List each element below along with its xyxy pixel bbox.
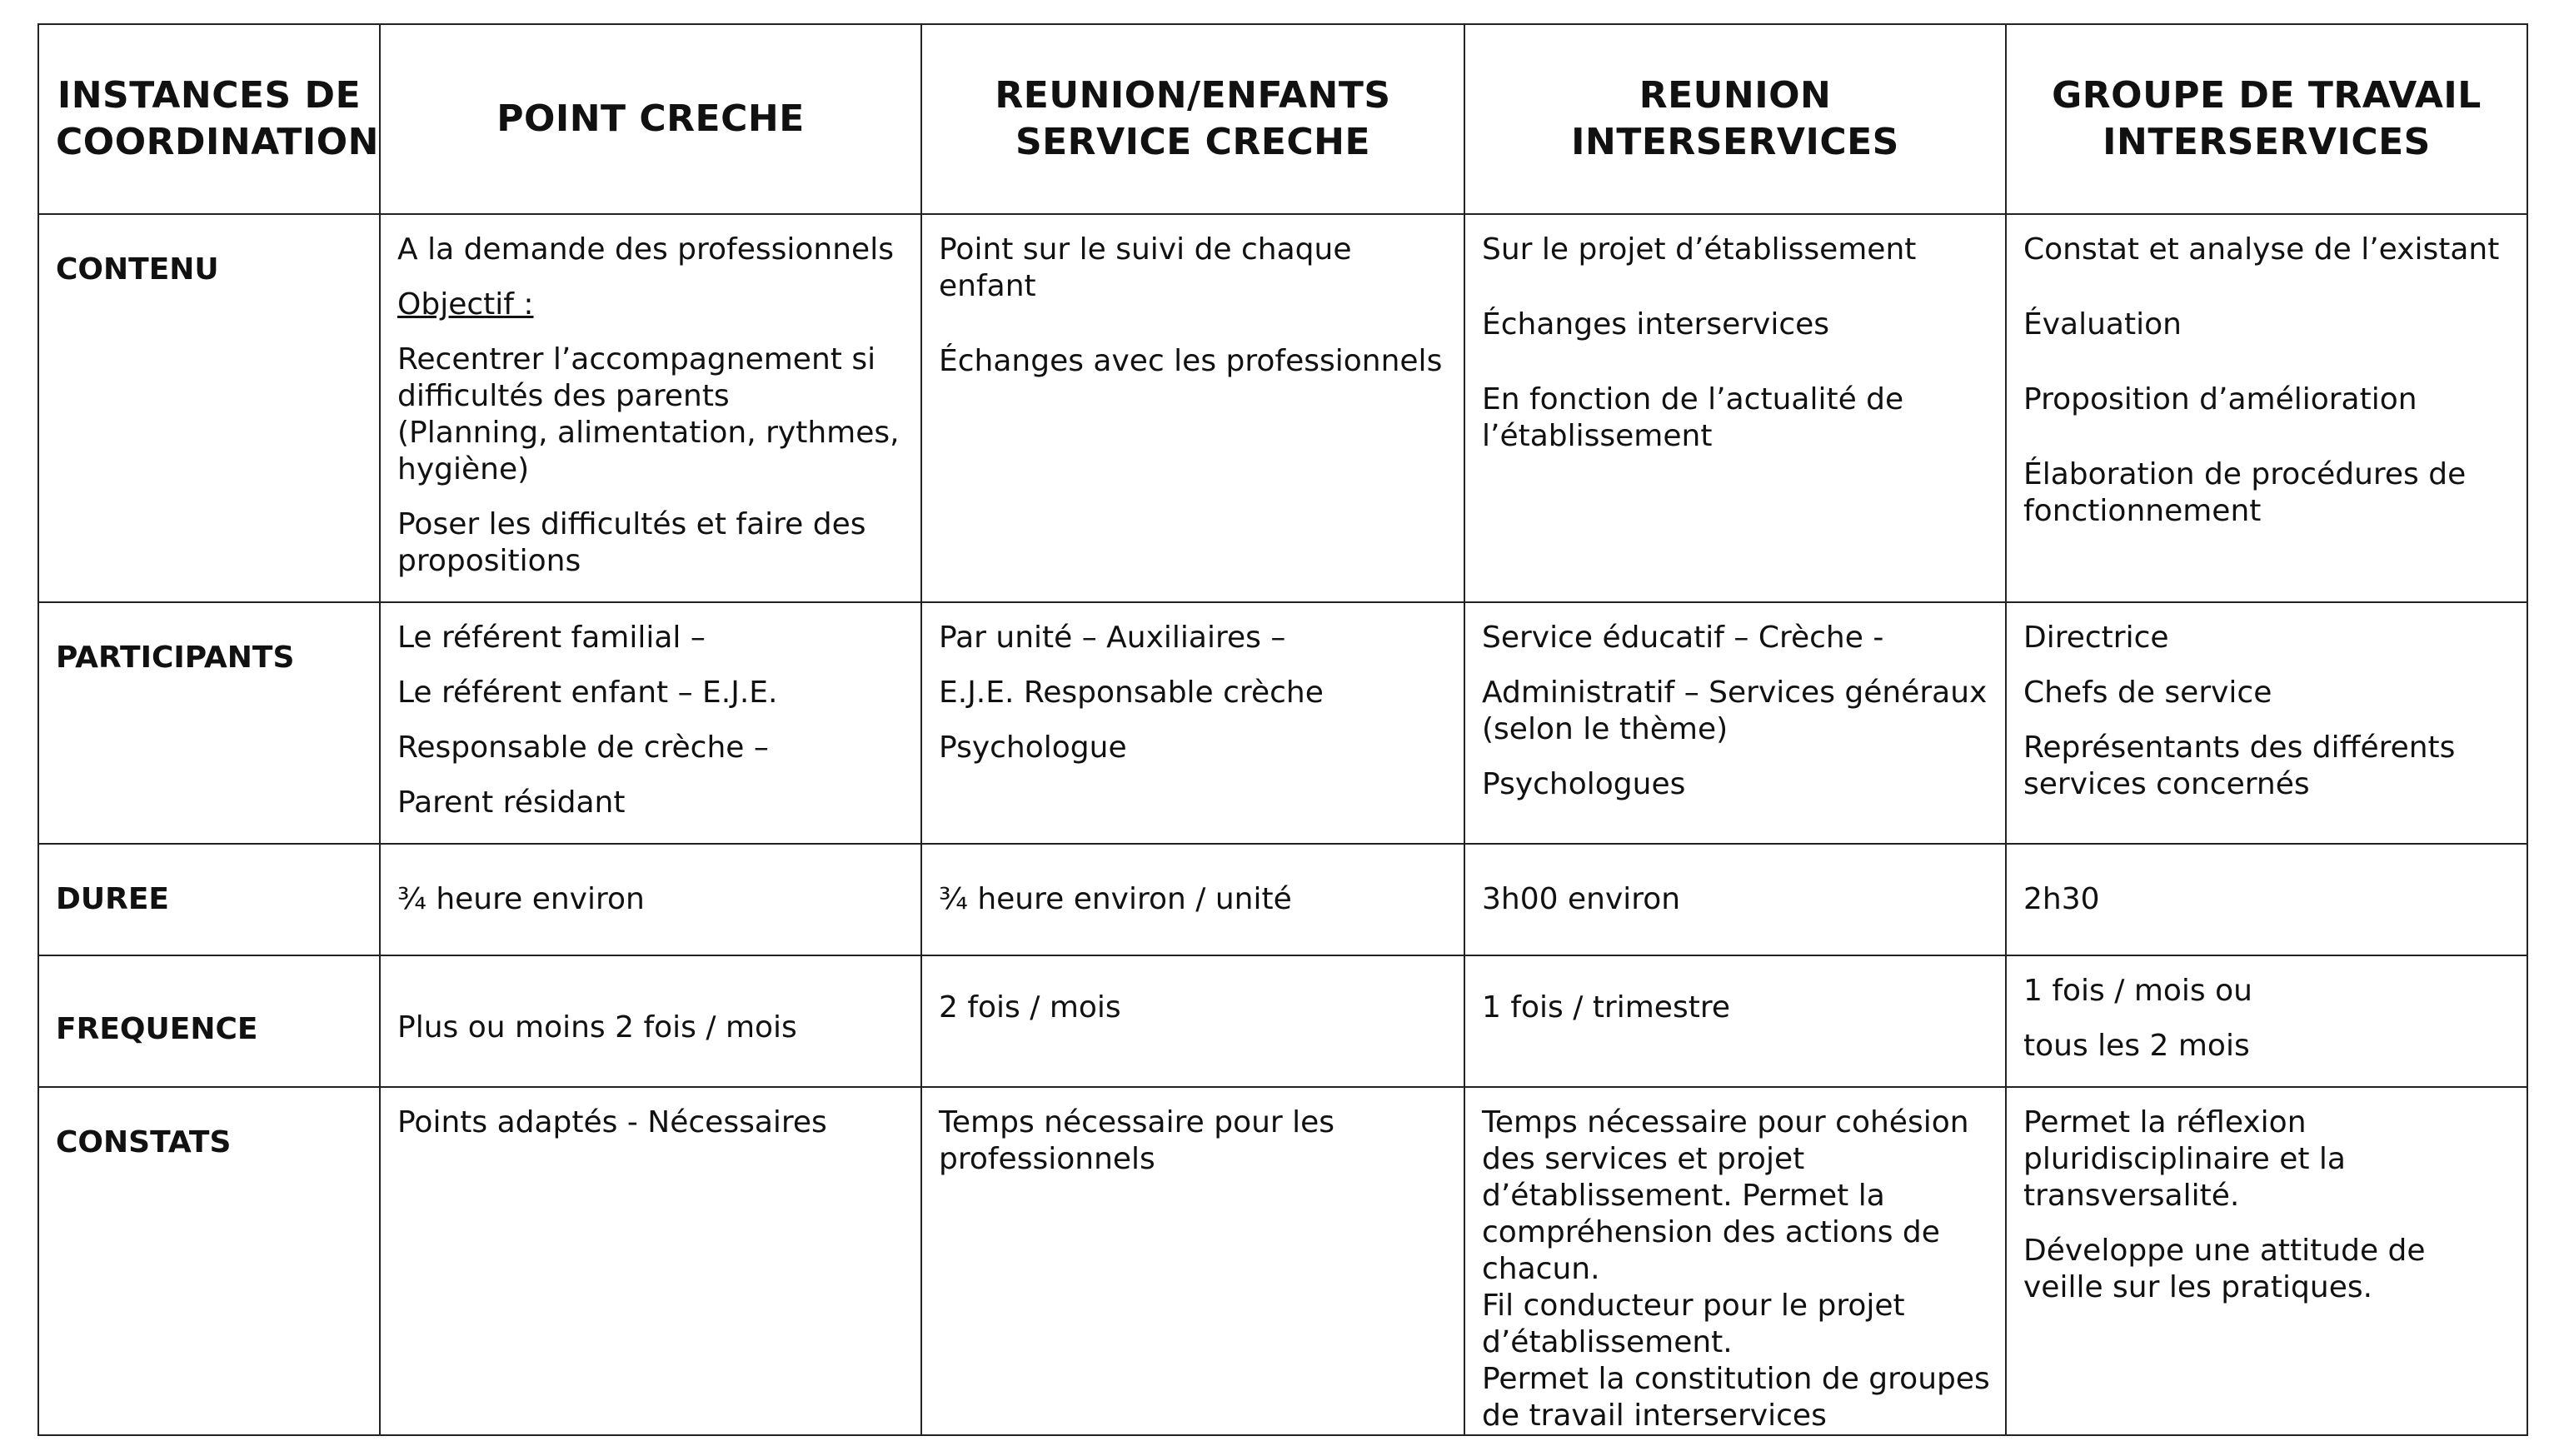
header-instances: INSTANCES DE COORDINATION	[38, 24, 380, 214]
row-label-frequence: FREQUENCE	[38, 955, 380, 1087]
cell-participants-reunion-interservices	[1464, 602, 2006, 844]
table-header-row	[38, 24, 2527, 214]
header-groupe-travail: GROUPE DE TRAVAIL INTERSERVICES	[2006, 24, 2527, 214]
cell-constats-reunion-interservices	[1464, 1087, 2006, 1435]
cell-duree-reunion-interservices: 3h00 environ	[1464, 844, 2006, 955]
text-line: Poser les difficultés et faire des propositions	[397, 507, 866, 578]
text-line: Par unité – Auxiliaires –	[939, 621, 1286, 655]
text-line: En fonction de l’actualité de l’établissement	[1482, 382, 1904, 453]
text-line: Proposition d’amélioration	[2023, 382, 2417, 416]
text-line: Permet la constitution de groupes de travail interservices	[1482, 1362, 1990, 1433]
cell-frequence-reunion-interservices: 1 fois / trimestre	[1464, 955, 2006, 1087]
objectif-label: Objectif :	[397, 287, 534, 322]
cell-duree-groupe-travail: 2h30	[2006, 844, 2527, 955]
text-line: Le référent enfant – E.J.E.	[397, 676, 778, 710]
text-line: Élaboration de procédures de fonctionnement	[2023, 457, 2467, 528]
cell-participants-reunion-enfants	[921, 602, 1464, 844]
text-line: Chefs de service	[2023, 676, 2272, 710]
table-row-duree	[38, 844, 2527, 955]
table-row-constats	[38, 1087, 2527, 1435]
row-label-participants: PARTICIPANTS	[38, 602, 380, 844]
cell-constats-reunion-enfants: Temps nécessaire pour les professionnels	[921, 1087, 1464, 1435]
table-row-participants	[38, 602, 2527, 844]
text-line: tous les 2 mois	[2023, 1029, 2250, 1063]
text-line: Recentrer l’accompagnement si difficultés des parents	[397, 342, 876, 413]
text-line: Directrice	[2023, 621, 2169, 655]
text-line: Représentants des différents services concernés	[2023, 730, 2456, 801]
text-line: Échanges interservices	[1482, 307, 1830, 342]
text-line: Fil conducteur pour le projet d’établissement.	[1482, 1289, 1905, 1359]
table-row-contenu	[38, 214, 2527, 602]
text-line: Le référent familial –	[397, 621, 706, 655]
text-line: Constat et analyse de l’existant	[2023, 232, 2500, 267]
header-reunion-enfants: REUNION/ENFANTS SERVICE CRECHE	[921, 24, 1464, 214]
cell-participants-point-creche	[380, 602, 921, 844]
cell-contenu-reunion-enfants	[921, 214, 1464, 602]
text-line: Psychologue	[939, 730, 1127, 765]
cell-duree-reunion-enfants: ¾ heure environ / unité	[921, 844, 1464, 955]
cell-constats-point-creche: Points adaptés - Nécessaires	[380, 1087, 921, 1435]
text-line: 1 fois / mois ou	[2023, 974, 2252, 1008]
cell-contenu-groupe-travail	[2006, 214, 2527, 602]
cell-duree-point-creche: ¾ heure environ	[380, 844, 921, 955]
cell-frequence-groupe-travail	[2006, 955, 2527, 1087]
row-label-duree: DUREE	[38, 844, 380, 955]
header-point-creche: POINT CRECHE	[380, 24, 921, 214]
text-line: Échanges avec les professionnels	[939, 344, 1443, 378]
cell-contenu-point-creche	[380, 214, 921, 602]
cell-contenu-reunion-interservices	[1464, 214, 2006, 602]
text-line: Temps nécessaire pour cohésion des services et projet d’établissement. Permet la compréhension des actions de chacun.	[1482, 1105, 1969, 1286]
text-line: Développe une attitude de veille sur les pratiques.	[2023, 1234, 2426, 1304]
cell-frequence-reunion-enfants: 2 fois / mois	[921, 955, 1464, 1087]
table-row-frequence	[38, 955, 2527, 1087]
row-label-contenu: CONTENU	[38, 214, 380, 602]
text-line: Parent résidant	[397, 785, 626, 820]
text-line: Permet la réflexion pluridisciplinaire et la transversalité.	[2023, 1105, 2346, 1213]
header-reunion-interservices: REUNION INTERSERVICES	[1464, 24, 2006, 214]
text-line: A la demande des professionnels	[397, 232, 894, 267]
text-line: Administratif – Services généraux (selon le thème)	[1482, 676, 1988, 746]
row-label-constats: CONSTATS	[38, 1087, 380, 1435]
text-line: Point sur le suivi de chaque enfant	[939, 232, 1352, 303]
text-line: E.J.E. Responsable crèche	[939, 676, 1324, 710]
text-line: Responsable de crèche –	[397, 730, 769, 765]
text-line: Service éducatif – Crèche -	[1482, 621, 1884, 655]
text-line: Évaluation	[2023, 307, 2182, 342]
text-line: Psychologues	[1482, 767, 1686, 801]
cell-frequence-point-creche: Plus ou moins 2 fois / mois	[380, 955, 921, 1087]
cell-participants-groupe-travail	[2006, 602, 2527, 844]
coordination-table	[37, 23, 2528, 1436]
text-line: Sur le projet d’établissement	[1482, 232, 1917, 267]
cell-constats-groupe-travail	[2006, 1087, 2527, 1435]
text-line: (Planning, alimentation, rythmes, hygiène)	[397, 416, 900, 486]
